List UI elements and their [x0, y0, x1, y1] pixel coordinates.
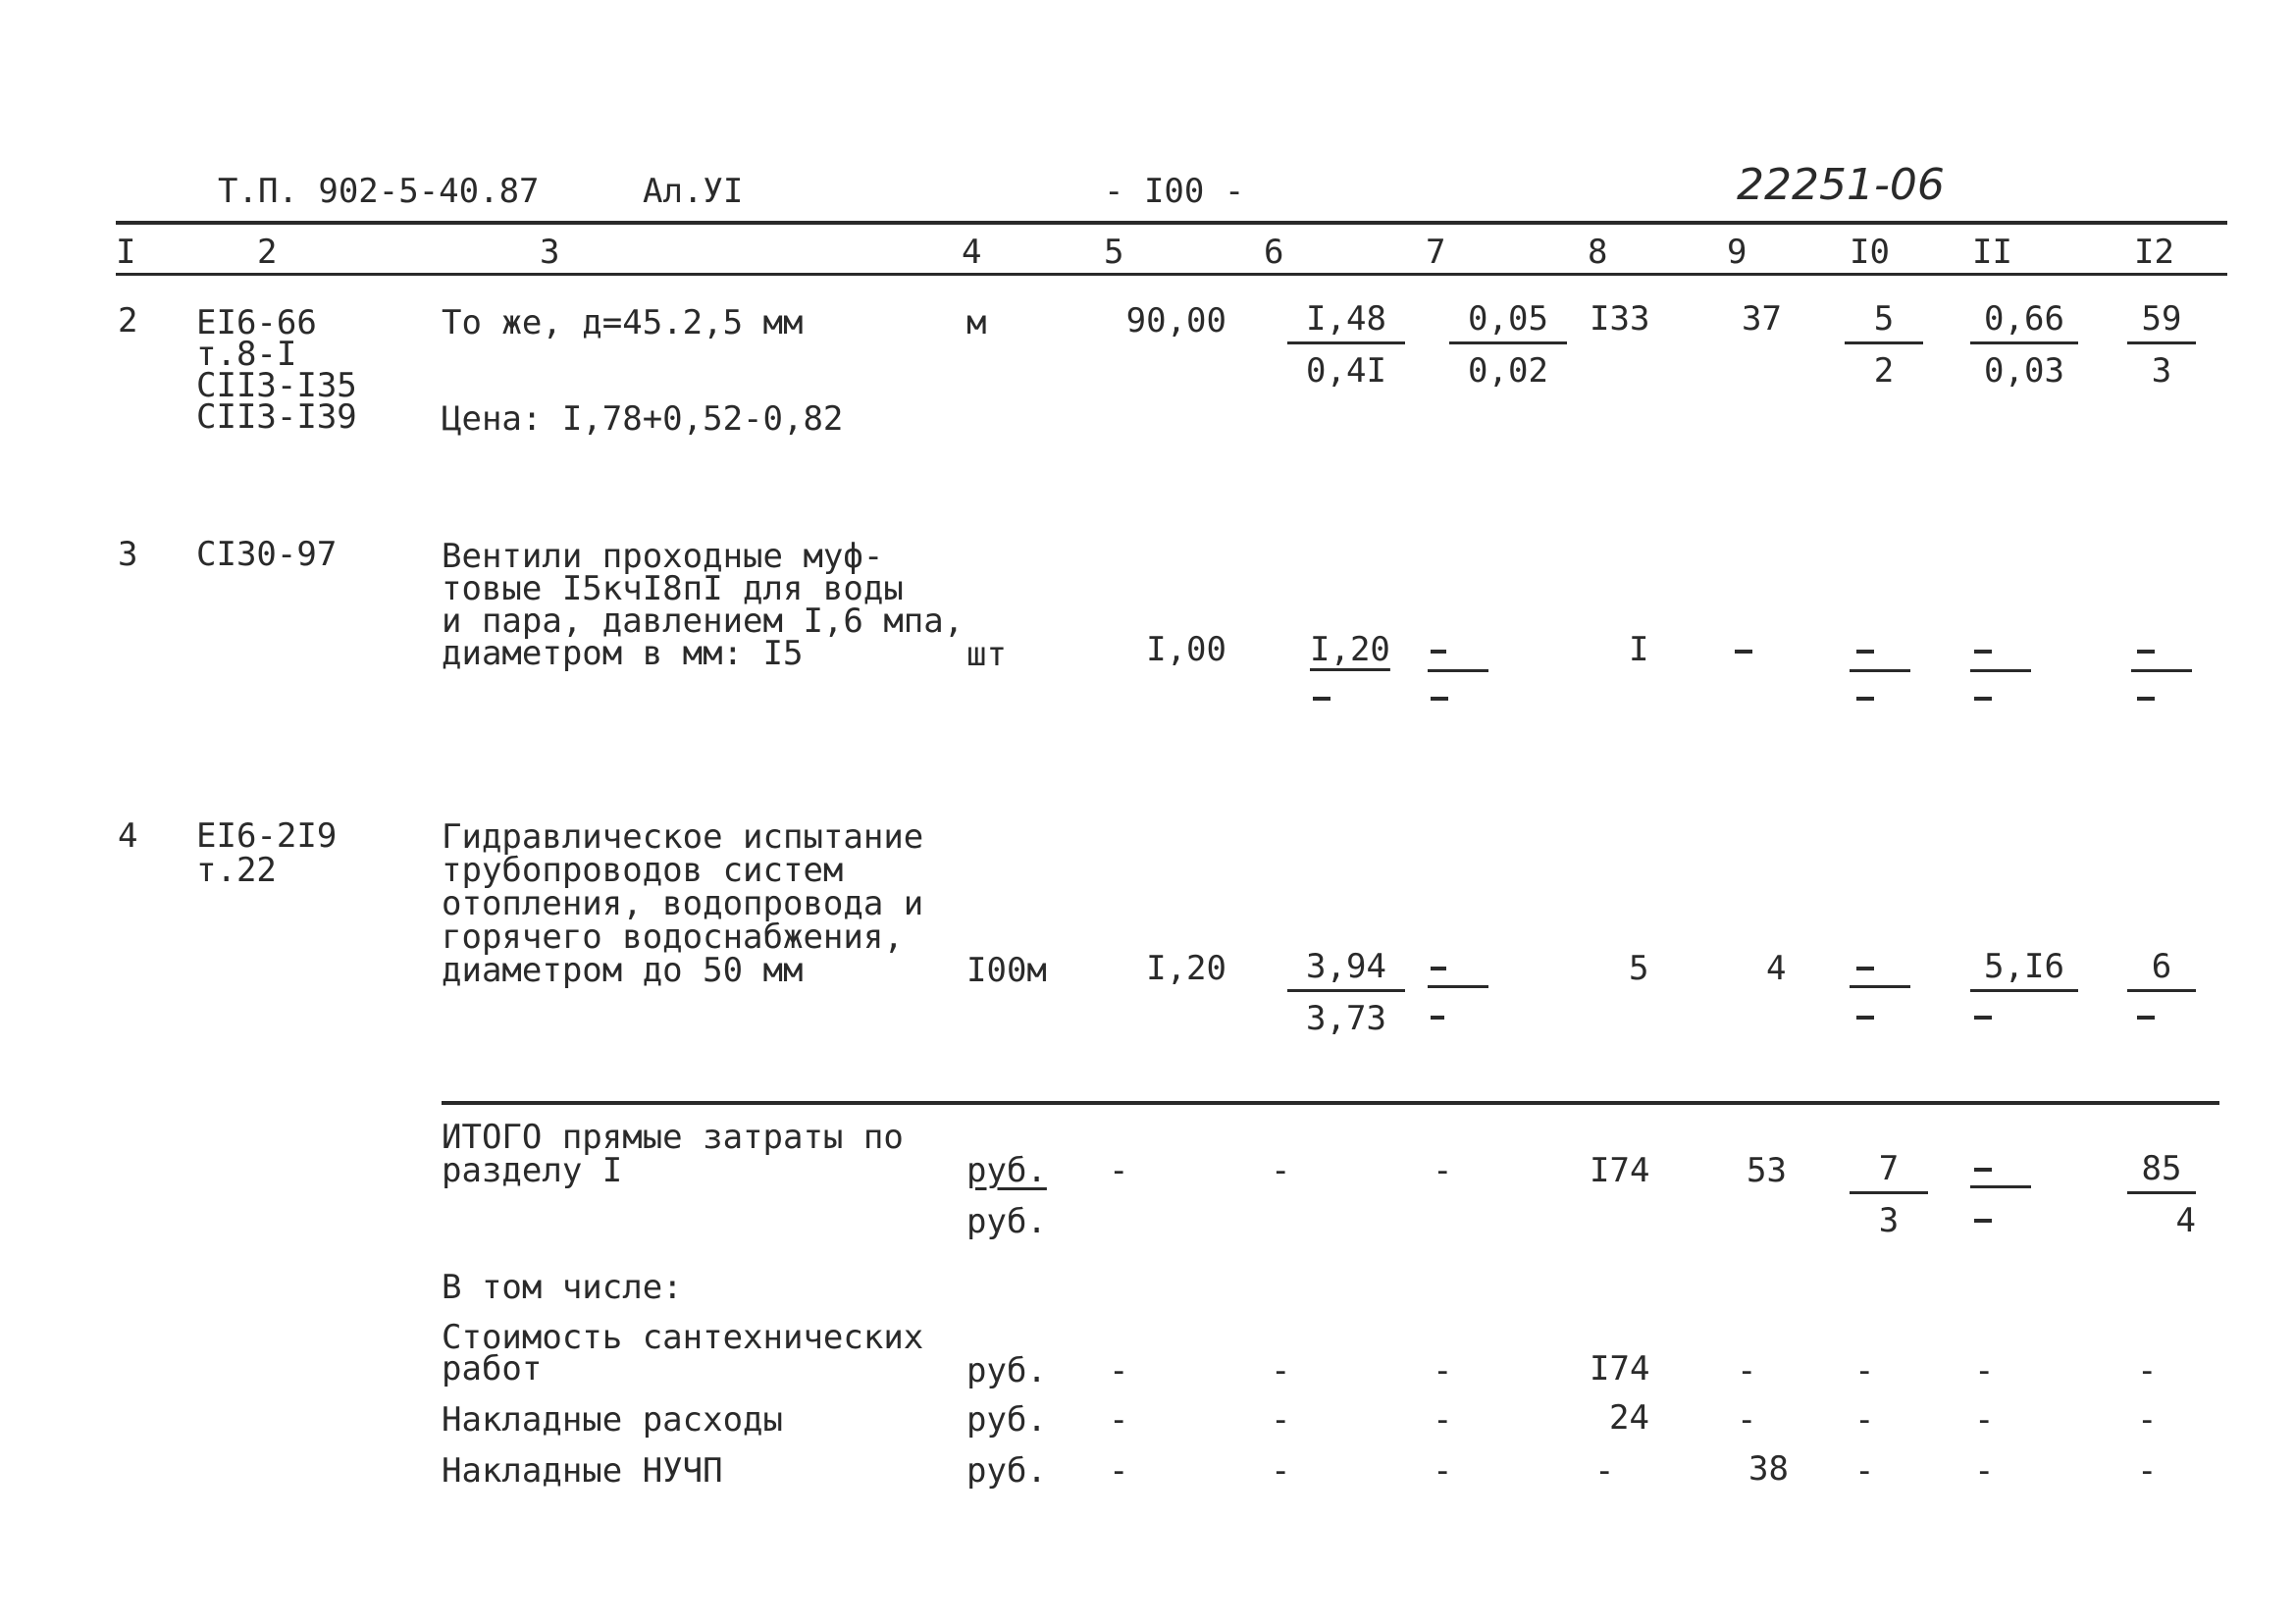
breakdown-col12: - — [2137, 1451, 2158, 1491]
dash-mark — [2137, 650, 2155, 654]
cost-col9: 37 — [1742, 299, 1782, 339]
breakdown-col12: - — [2137, 1351, 2158, 1390]
breakdown-col7: - — [1433, 1451, 1453, 1491]
fraction-bar — [1428, 985, 1488, 988]
norm-code: т.8-I — [196, 335, 297, 374]
breakdown-col10: - — [1854, 1351, 1875, 1390]
norm-code: CII3-I39 — [196, 397, 357, 437]
dash-mark — [1974, 1168, 1992, 1172]
column-number: I2 — [2134, 233, 2174, 272]
column-number: 4 — [962, 233, 982, 272]
dash-mark — [1431, 697, 1448, 701]
row-number: 2 — [118, 301, 138, 341]
work-description: товые I5кчI8пI для воды — [442, 569, 904, 608]
norm-code: EI6-66 — [196, 303, 317, 342]
cost-col10: $\frac{5}{2}$ — [1845, 302, 1923, 388]
work-description: диаметром до 50 мм — [442, 951, 804, 990]
dash-mark — [1856, 1016, 1874, 1020]
breakdown-col9: 38 — [1748, 1449, 1789, 1489]
cost-col7: $\frac{0,05}{0,02}$ — [1449, 302, 1567, 388]
breakdown-col10: - — [1854, 1451, 1875, 1491]
dash-mark — [1313, 697, 1330, 701]
doc-reference: Т.П. 902-5-40.87 — [218, 172, 540, 211]
breakdown-unit: руб. — [966, 1400, 1047, 1440]
norm-code: CII3-I35 — [196, 366, 357, 405]
norm-code: EI6-2I9 — [196, 816, 338, 856]
dash-mark — [1974, 1219, 1992, 1223]
quantity: 90,00 — [1125, 301, 1226, 341]
breakdown-col6: - — [1271, 1400, 1291, 1440]
fraction-bar — [1970, 669, 2031, 672]
breakdown-col12: - — [2137, 1400, 2158, 1440]
fraction-bar — [1970, 1185, 2031, 1188]
dash-mark — [1431, 1016, 1444, 1020]
dash-mark — [1974, 697, 1992, 701]
dash-mark — [1856, 967, 1874, 970]
cost-col11: 5,I6 — [1970, 950, 2078, 992]
cost-col12: $\frac{59}{3}$ — [2127, 302, 2196, 388]
totals-unit: руб. — [966, 1151, 1047, 1190]
column-number: 2 — [257, 233, 278, 272]
cost-col6: $\frac{I,48}{0,4I}$ — [1287, 302, 1405, 388]
dash-mark — [2137, 1016, 2155, 1020]
price-formula: Цена: I,78+0,52-0,82 — [442, 399, 844, 439]
breakdown-col6: - — [1271, 1351, 1291, 1390]
totals-col10: $\frac{7}{3}$ — [1850, 1152, 1928, 1237]
dash-mark — [1974, 1016, 1992, 1020]
dash-mark — [1974, 650, 1992, 654]
breakdown-unit: руб. — [966, 1451, 1047, 1491]
work-description: диаметром в мм: I5 — [442, 634, 804, 673]
breakdown-col11: - — [1974, 1451, 1995, 1491]
fraction-bar — [1850, 985, 1910, 988]
work-description: отопления, водопровода и — [442, 884, 924, 923]
dash-mark — [2137, 697, 2155, 701]
totals-rule — [442, 1101, 2219, 1105]
column-number: 8 — [1588, 233, 1608, 272]
breakdown-col5: - — [1109, 1351, 1129, 1390]
breakdown-col9: - — [1737, 1400, 1757, 1440]
dash-mark — [1431, 967, 1446, 970]
cost-col6: $\frac{3,94}{3,73}$ — [1287, 950, 1405, 1035]
unit: шт — [966, 635, 1007, 674]
breakdown-col11: - — [1974, 1351, 1995, 1390]
work-description: горячего водоснабжения, — [442, 917, 904, 957]
breakdown-label: Накладные расходы — [442, 1400, 783, 1440]
cost-col11: $\frac{0,66}{0,03}$ — [1970, 302, 2078, 388]
column-number: I — [116, 233, 136, 272]
page-number: - I00 - — [1104, 172, 1245, 211]
column-number: 3 — [540, 233, 560, 272]
breakdown-col8: - — [1594, 1451, 1615, 1491]
row-number: 3 — [118, 535, 138, 574]
unit: I00м — [966, 951, 1047, 990]
dash-mark — [1735, 650, 1752, 654]
fraction-bar — [1850, 669, 1910, 672]
album-number: Ал.УI — [643, 172, 744, 211]
work-description: Гидравлическое испытание — [442, 817, 924, 857]
column-number: II — [1972, 233, 2012, 272]
row-number: 4 — [118, 816, 138, 856]
fraction-bar — [1428, 669, 1488, 672]
work-description: Вентили проходные муф- — [442, 537, 884, 576]
cost-col6: I,20 — [1310, 630, 1390, 669]
norm-code: CI30-97 — [196, 535, 338, 574]
handwritten-stamp: 22251-06 — [1737, 160, 1945, 210]
dash-mark — [1856, 697, 1874, 701]
totals-unit: руб. — [966, 1202, 1047, 1241]
quantity: I,20 — [1146, 949, 1226, 988]
breakdown-unit: руб. — [966, 1351, 1047, 1390]
breakdown-col6: - — [1271, 1451, 1291, 1491]
totals-label: ИТОГО прямые затраты по — [442, 1118, 904, 1157]
header-bottom-rule — [116, 273, 2227, 276]
breakdown-col7: - — [1433, 1400, 1453, 1440]
work-description: и пара, давлением I,6 мпа, — [442, 602, 965, 641]
cost-col8: I — [1629, 630, 1649, 669]
quantity: I,00 — [1146, 630, 1226, 669]
breakdown-col8: I74 — [1590, 1349, 1650, 1388]
totals-col8: I74 — [1590, 1151, 1650, 1190]
column-number: I0 — [1850, 233, 1890, 272]
breakdown-col5: - — [1109, 1451, 1129, 1491]
work-description: трубопроводов систем — [442, 851, 844, 890]
breakdown-label: Стоимость сантехнических — [442, 1318, 924, 1357]
norm-code: т.22 — [196, 851, 277, 890]
breakdown-col5: - — [1109, 1400, 1129, 1440]
totals-label: разделу I — [442, 1151, 623, 1190]
totals-col12: $\frac{85}{4}$ — [2127, 1152, 2196, 1237]
breakdown-col10: - — [1854, 1400, 1875, 1440]
fraction-bar — [2131, 669, 2192, 672]
including-label: В том числе: — [442, 1268, 683, 1307]
work-description: То же, д=45.2,5 мм — [442, 303, 804, 342]
header-top-rule — [116, 221, 2227, 225]
totals-col5: - — [1109, 1151, 1129, 1190]
breakdown-label: Накладные НУЧП — [442, 1451, 723, 1491]
breakdown-col9: - — [1737, 1351, 1757, 1390]
breakdown-col7: - — [1433, 1351, 1453, 1390]
column-number: 9 — [1727, 233, 1747, 272]
breakdown-col8: 24 — [1609, 1398, 1649, 1438]
column-number: 5 — [1104, 233, 1124, 272]
breakdown-label: работ — [442, 1349, 543, 1388]
unit: м — [966, 303, 987, 342]
column-number: 7 — [1426, 233, 1446, 272]
dash-mark — [1856, 650, 1874, 654]
column-number: 6 — [1264, 233, 1284, 272]
cost-col9: 4 — [1766, 949, 1787, 988]
cost-col8: 5 — [1629, 949, 1649, 988]
totals-col6: - — [1271, 1151, 1291, 1190]
totals-col9: 53 — [1747, 1151, 1787, 1190]
cost-col8: I33 — [1590, 299, 1650, 339]
breakdown-col11: - — [1974, 1400, 1995, 1440]
dash-mark — [1431, 650, 1446, 654]
cost-col12: 6 — [2127, 950, 2196, 992]
totals-col7: - — [1433, 1151, 1453, 1190]
